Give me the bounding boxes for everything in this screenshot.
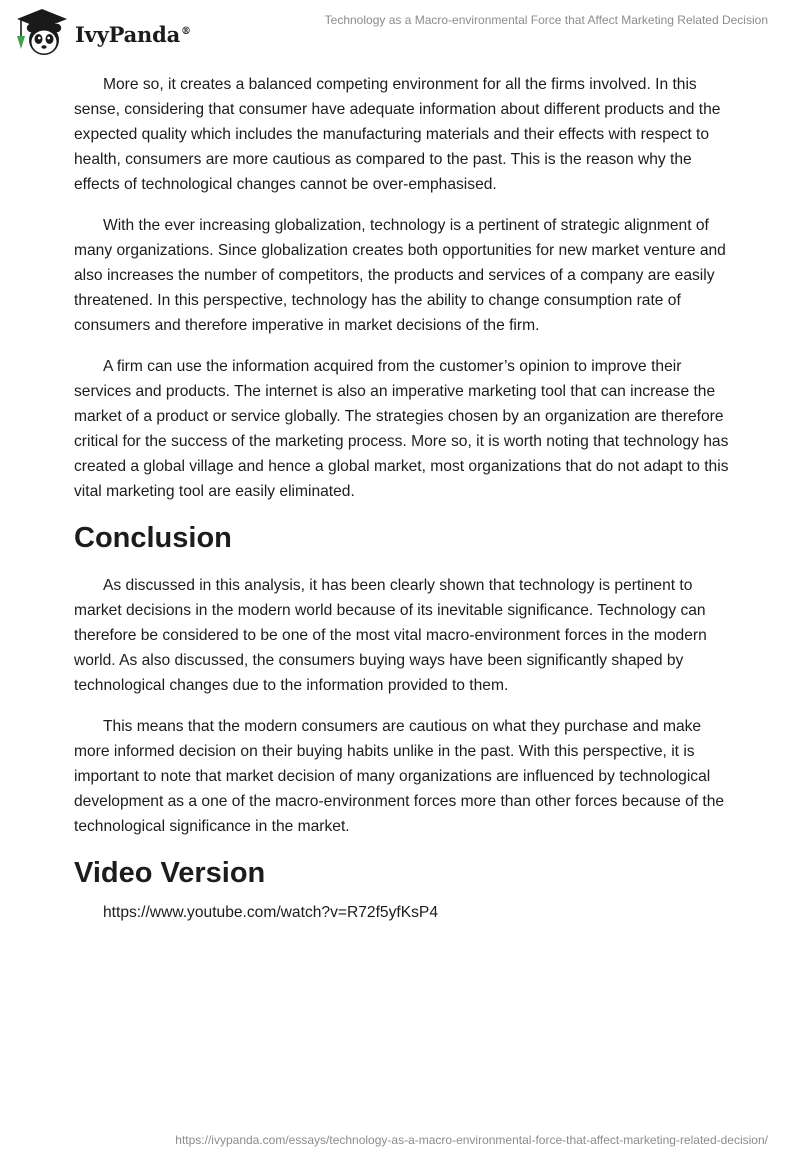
ivypanda-logo[interactable]	[12, 7, 191, 57]
video-version-heading: Video Version	[74, 857, 266, 889]
conclusion-heading: Conclusion	[74, 522, 232, 554]
body-paragraph: More so, it creates a balanced competing environment for all the firms involved. In this sense, considering that consumer have adequate information about different products and the expected quality which includes the manufacturing materials and their effects with respect to health, consumers are more cautious as compared to the past. This is the reason why the effects of technological changes cannot be over-emphasised.	[74, 76, 721, 193]
page-header	[0, 0, 800, 60]
body-paragraph: With the ever increasing globalization, technology is a pertinent of strategic alignment of many organizations. Since globalization creates both opportunities for new market venture and also increases the number of competitors, the products and services of a company are easily threatened. In this perspective, technology has the ability to change consumption rate of consumers and therefore imperative in market decisions of the firm.	[74, 217, 726, 334]
conclusion-paragraph: As discussed in this analysis, it has been clearly shown that technology is pertinent to market decisions in the modern world because of its inevitable significance. Technology can therefore be considered to be one of the most vital macro-environment forces in the modern world. As also discussed, the consumers buying ways have been significantly shaped by technological changes due to the information provided to them.	[74, 577, 707, 694]
conclusion-paragraph: This means that the modern consumers are cautious on what they purchase and make more informed decision on their buying habits unlike in the past. With this perspective, it is important to note that market decision of many organizations are influenced by technological development as a one of the macro-environment forces more than other forces because of the technological significance in the market.	[74, 718, 725, 835]
video-link[interactable]: https://www.youtube.com/watch?v=R72f5yfKsP4	[103, 904, 438, 921]
logo-wordmark: IvyPanda®	[75, 21, 191, 47]
panda-graduate-icon	[12, 7, 72, 57]
essay-content	[74, 72, 730, 925]
footer-source-url: https://ivypanda.com/essays/technology-as-a-macro-environmental-force-that-affect-marketing-related-decision/	[175, 1133, 768, 1147]
body-paragraph: A firm can use the information acquired from the customer’s opinion to improve their services and products. The internet is also an imperative marketing tool that can increase the market of a product or service globally. The strategies chosen by an organization are therefore critical for the success of the marketing process. More so, it is worth noting that technology has created a global village and hence a global market, most organizations that do not adapt to this vital marketing tool are easily eliminated.	[74, 358, 729, 500]
document-running-title: Technology as a Macro-environmental Force that Affect Marketing Related Decision	[324, 13, 768, 27]
